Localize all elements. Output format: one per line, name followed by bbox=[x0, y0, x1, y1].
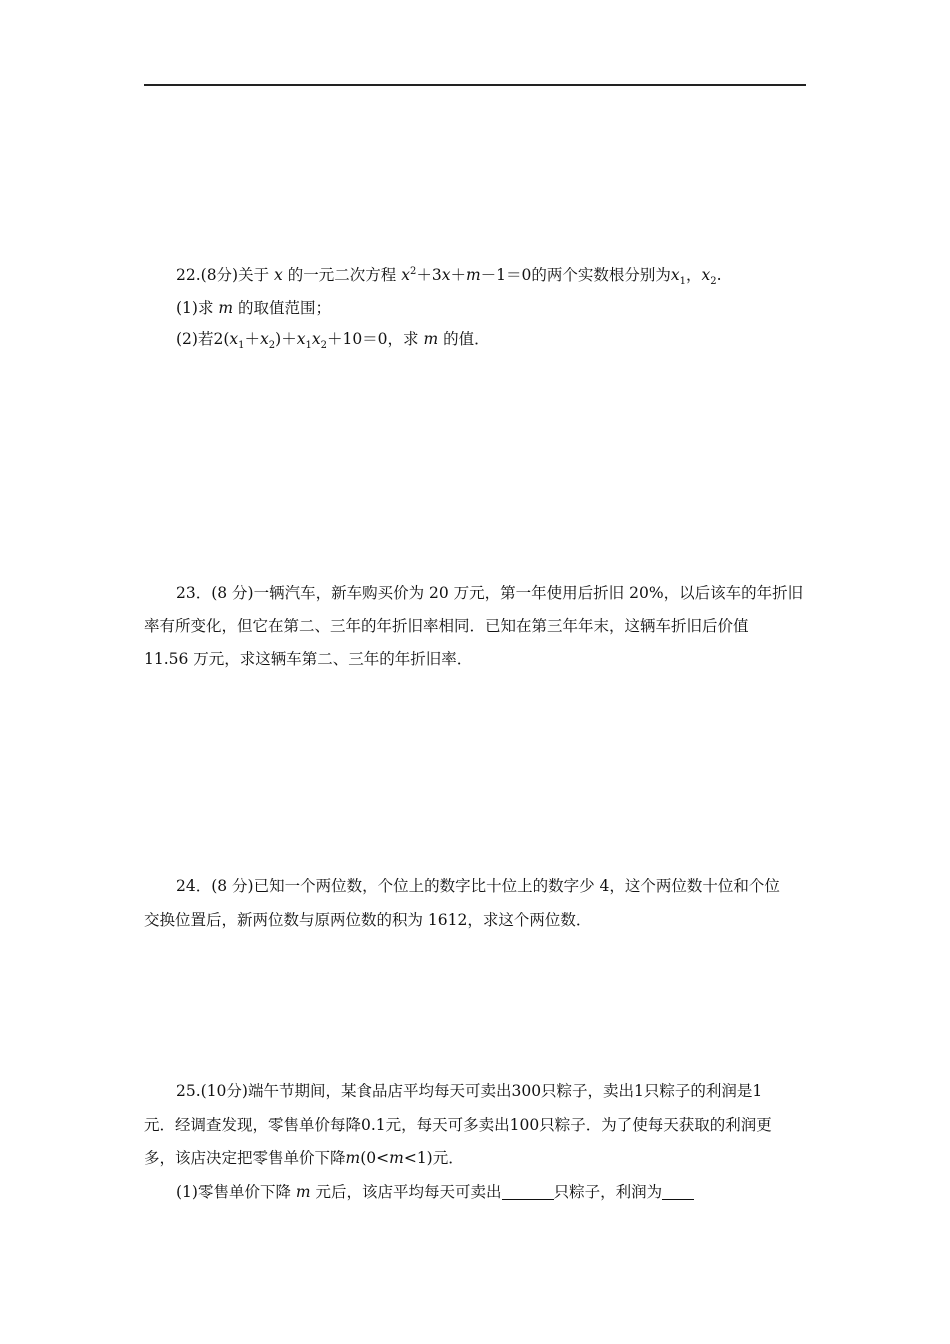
q25-line-3: 多，该店决定把零售单价下降m(0<m<1)元． bbox=[144, 1149, 464, 1167]
q24-line-2: 交换位置后，新两位数与原两位数的积为 1612，求这个两位数． bbox=[144, 911, 592, 929]
q25-part-1: (1)零售单价下降 m 元后，该店平均每天可卖出 只粽子，利润为 bbox=[176, 1182, 694, 1202]
q23-line-1: 23．(8 分)一辆汽车，新车购买价为 20 万元，第一年使用后折旧 20%，以后该车的年折旧 bbox=[176, 584, 804, 602]
header-rule bbox=[144, 84, 806, 86]
q22-part-2: (2)若$2(x_1+x_2)+x_1x_2+10=0$，求 m 的值． bbox=[176, 330, 490, 352]
q23-line-2: 率有所变化，但它在第二、三年的年折旧率相同．已知在第三年年末，这辆车折旧后价值 bbox=[144, 617, 749, 635]
q23-line-3: 11.56 万元，求这辆车第二、三年的年折旧率． bbox=[144, 650, 473, 668]
answer-blank-profit[interactable] bbox=[662, 1184, 694, 1200]
q22-part-1: (1)求 m 的取值范围； bbox=[176, 299, 332, 317]
q25-line-2: 元．经调查发现，零售单价每降0.1元，每天可多卖出100只粽子．为了使每天获取的利润更 bbox=[144, 1116, 772, 1134]
q24-line-1: 24．(8 分)已知一个两位数，个位上的数字比十位上的数字少 4，这个两位数十位和个位 bbox=[176, 877, 780, 895]
q22-stem: 22.(8分)关于 x 的一元二次方程 $x^2+3x+m-1=0$的两个实数根分别为$x_1$，$x_2$. bbox=[176, 265, 722, 288]
q25-line-1: 25.(10分)端午节期间，某食品店平均每天可卖出300只粽子，卖出1只粽子的利润是1 bbox=[176, 1082, 763, 1100]
answer-blank-count[interactable] bbox=[502, 1184, 554, 1200]
